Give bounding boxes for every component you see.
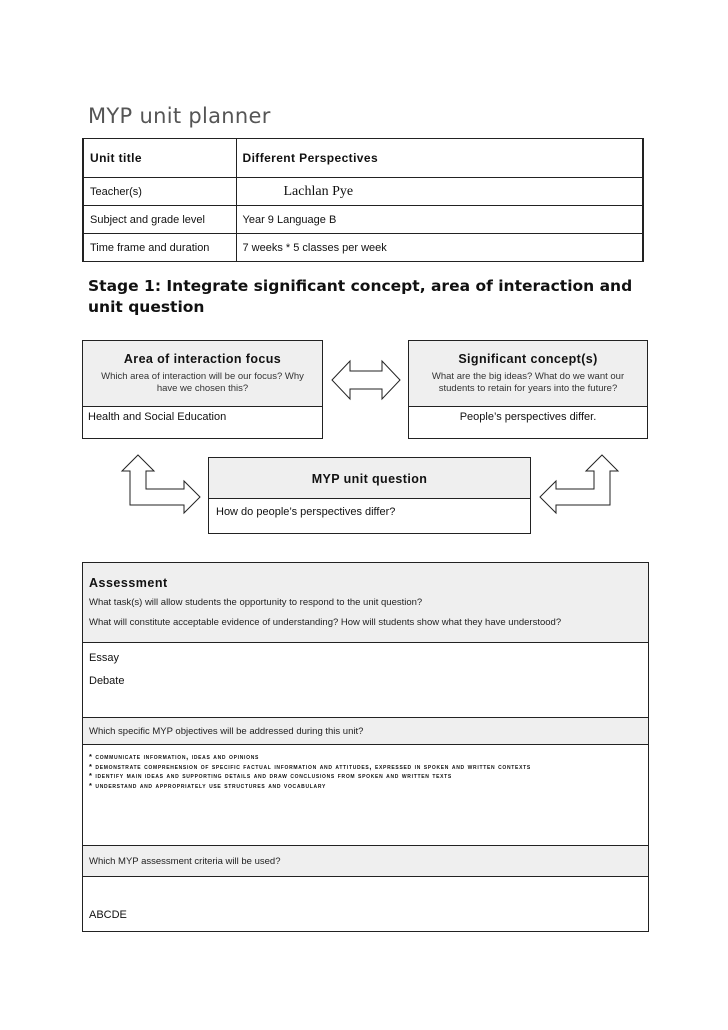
significant-concept-title: Significant concept(s) [458, 352, 598, 366]
unit-question-value: How do people’s perspectives differ? [216, 506, 396, 518]
teacher-label: Teacher(s) [83, 178, 236, 206]
significant-concept-box [408, 340, 648, 439]
stage-heading: Stage 1: Integrate significant concept, area of interaction and unit question [88, 277, 633, 316]
time-frame-value: 7 weeks * 5 classes per week [236, 234, 643, 262]
objectives-list [83, 745, 648, 846]
double-arrow-icon [330, 358, 402, 402]
table-row [83, 139, 643, 178]
unit-question-box [208, 457, 531, 534]
area-of-interaction-box [82, 340, 323, 439]
list-item: * demonstrate comprehension of specific factual information and attitudes, expressed in spoken and written contexts [89, 761, 531, 771]
criteria-prompt-row [83, 846, 648, 877]
area-of-interaction-subtitle: Which area of interaction will be our focus? Why have we chosen this? [101, 371, 304, 394]
table-row [83, 178, 643, 206]
unit-title-label: Unit title [83, 139, 236, 178]
assessment-prompt-1: What task(s) will allow students the opportunity to respond to the unit question? [89, 597, 423, 608]
significant-concept-subtitle: What are the big ideas? What do we want our students to retain for years into the future? [431, 371, 625, 394]
time-frame-label: Time frame and duration [83, 234, 236, 262]
list-item: * identify main ideas and supporting details and draw conclusions from spoken and written texts [89, 771, 452, 780]
significant-concept-header [409, 341, 647, 407]
significant-concept-value: People’s perspectives differ. [459, 411, 597, 423]
table-row [83, 206, 643, 234]
list-item: Essay [89, 652, 119, 664]
area-of-interaction-header [83, 341, 322, 407]
bent-arrow-icon [538, 453, 620, 515]
subject-grade-label: Subject and grade level [83, 206, 236, 234]
unit-question-header [209, 458, 530, 499]
area-of-interaction-value: Health and Social Education [88, 411, 227, 423]
list-item: * communicate information, ideas and opinions [89, 752, 260, 761]
criteria-prompt: Which MYP assessment criteria will be used? [89, 856, 281, 867]
unit-info-table [82, 138, 644, 262]
objectives-prompt: Which specific MYP objectives will be addressed during this unit? [89, 726, 364, 737]
assessment-header [83, 563, 648, 643]
assessment-tasks [83, 643, 648, 718]
assessment-prompt-2: What will constitute acceptable evidence of understanding? How will students show what they have understood? [89, 617, 562, 628]
list-item: Debate [89, 675, 125, 687]
criteria-row [83, 877, 648, 931]
subject-grade-value: Year 9 Language B [236, 206, 643, 234]
criteria-value: ABCDE [89, 909, 127, 921]
table-row [83, 234, 643, 262]
page-title: MYP unit planner [88, 104, 271, 128]
assessment-table [82, 562, 649, 932]
objectives-prompt-row [83, 718, 648, 745]
list-item: * understand and appropriately use structures and vocabulary [89, 780, 327, 790]
bent-arrow-icon [120, 453, 202, 515]
teacher-value: Lachlan Pye [236, 178, 643, 206]
unit-question-title: MYP unit question [311, 472, 428, 486]
assessment-title: Assessment [89, 576, 168, 590]
area-of-interaction-title: Area of interaction focus [123, 352, 282, 366]
unit-title-value: Different Perspectives [236, 139, 643, 178]
